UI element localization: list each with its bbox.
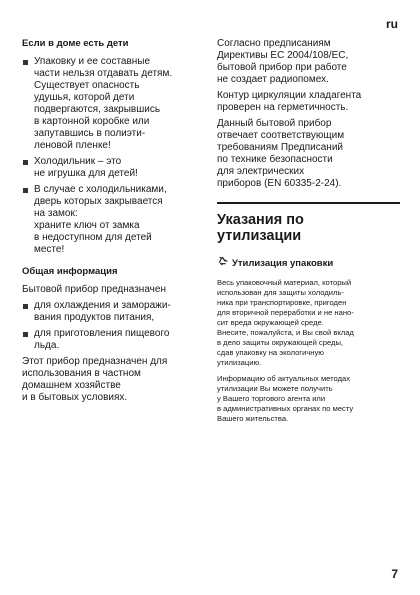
directive-paragraph: Согласно предписаниям Директивы EC 2004/108/EC, бытовой прибор при работе не создает радиопомех. [217,38,349,85]
list-item-text: для приготовления пищевого льда. [34,328,170,351]
language-code: ru [386,17,398,31]
children-list [22,56,207,256]
packaging-heading-row [217,256,400,270]
general-outro: Этот прибор предназначен для использования в частном домашнем хозяйстве и в бытовых условиях. [22,356,168,403]
section-divider [217,202,400,204]
general-list [22,300,207,352]
bullet-square-icon [23,60,28,65]
list-item-text: Упаковку и ее составные части нельзя отдавать детям. Существует опасность удушья, которой дети подвергаются, закрывшись в картонной коробке или запутавшись в полиэти- леновой пленке! [34,56,173,151]
list-item [22,300,207,324]
safety-paragraph: Данный бытовой прибор отвечает соответствующим требованиям Предписаний по технике безопасности для электрических приборов (EN 60335-2-24). [217,118,345,189]
list-item-text: Холодильник – это не игрушка для детей! [34,156,138,179]
disposal-section-title: Указания по утилизации [217,212,304,244]
left-column [22,38,207,408]
packaging-paragraph-1: Весь упаковочный материал, который использован для защиты холодиль- ника при транспортировке, пригоден для вторичной переработки и не нано- сит вреда окружающей среде. Внесите, пожалуйста, и Вы свой вклад в дело защиты окружающей среды, сдав упаковку на экологичную утилизацию. [217,278,354,367]
bullet-square-icon [23,188,28,193]
bullet-square-icon [23,332,28,337]
list-item [22,156,207,180]
list-item [22,56,207,152]
list-item [22,184,207,256]
list-item-text: для охлаждения и заморажи- вания продуктов питания, [34,300,171,323]
packaging-heading: Утилизация упаковки [232,257,334,269]
general-info-heading: Общая информация [22,266,118,277]
general-intro: Бытовой прибор предназначен [22,284,166,295]
bullet-square-icon [23,304,28,309]
page-number: 7 [391,567,398,581]
recycle-icon [217,256,228,270]
children-heading: Если в доме есть дети [22,38,129,49]
packaging-paragraph-2: Информацию об актуальных методах утилизации Вы можете получить у Вашего торгового агента или в административных органах по месту Вашего жительства. [217,374,354,423]
bullet-square-icon [23,160,28,165]
right-column [217,38,400,430]
refrigerant-paragraph: Контур циркуляции хладагента проверен на герметичность. [217,90,362,113]
list-item [22,328,207,352]
list-item-text: В случае с холодильниками, дверь которых закрывается на замок: храните ключ от замка в недоступном для детей месте! [34,184,167,255]
